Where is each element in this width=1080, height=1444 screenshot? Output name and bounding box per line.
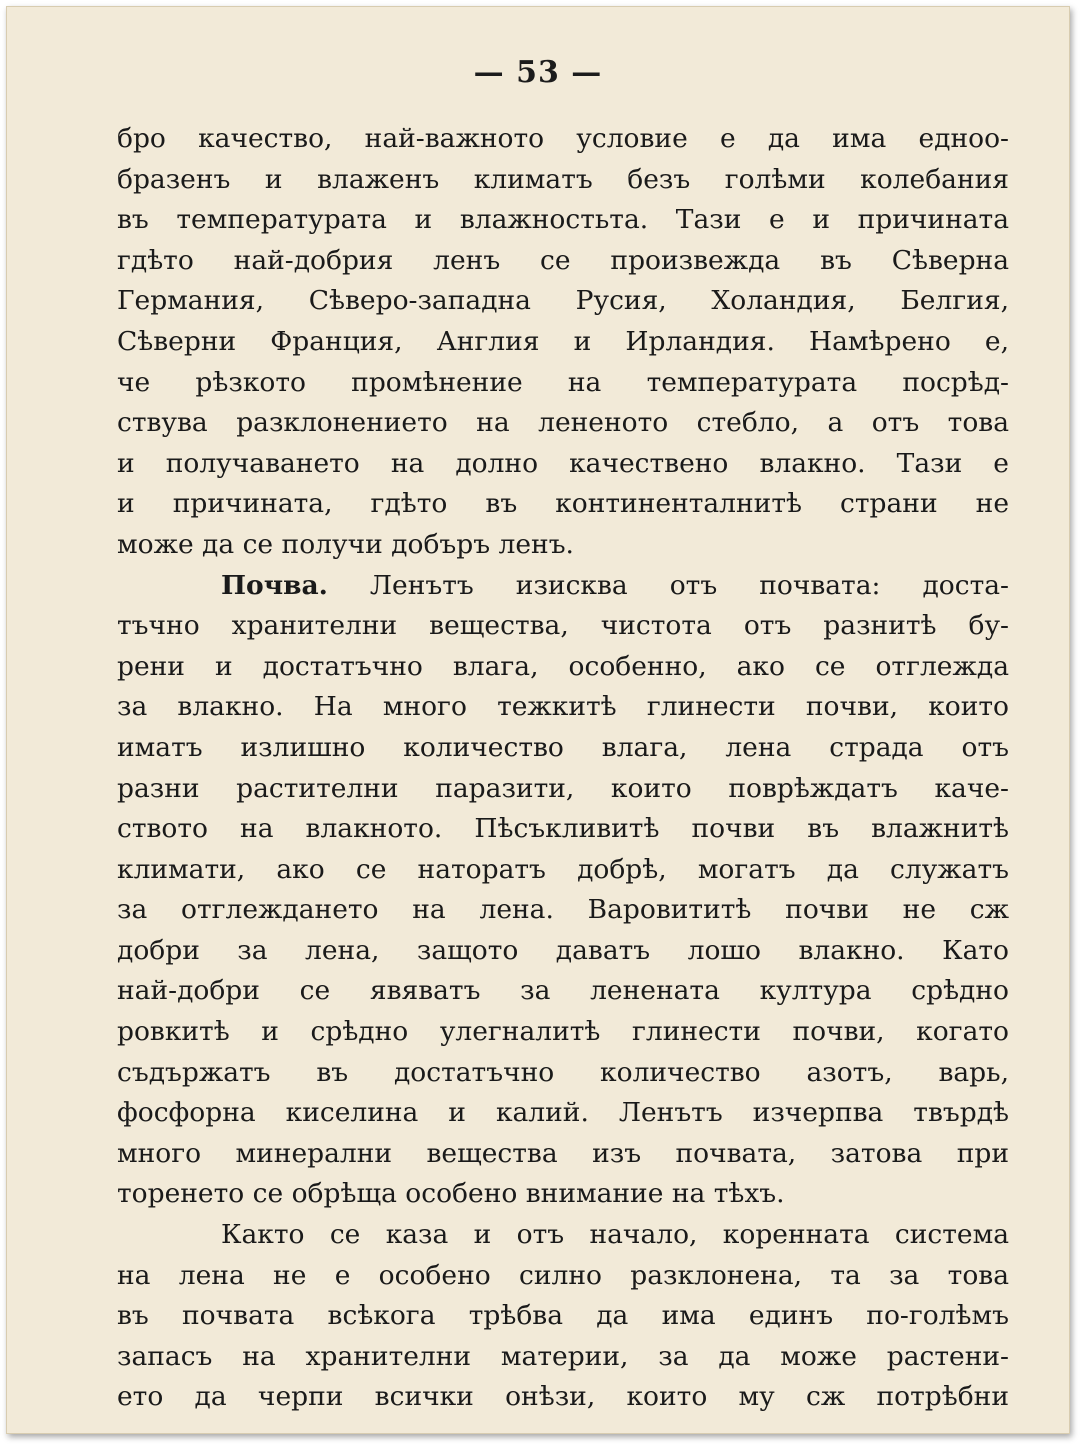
text-line: Ленътъ изисква отъ почвата: доста- [327,569,1009,601]
text-line: иматъ излишно количество влага, лена страда отъ [117,731,1009,763]
text-line: най-добри се явяватъ за ленената култура срѣдно [117,975,1009,1007]
text-line: фосфорна киселина и калий. Ленътъ изчерпва твърдѣ [117,1097,1009,1129]
body-text [117,119,1009,1418]
text-line: бразенъ и влаженъ климатъ безъ голѣми колебания [117,163,1009,195]
text-line: въ температурата и влажностьта. Тази е и причината [117,204,1009,236]
paragraph-soil-start [117,566,1009,607]
text-line: и получаването на долно качествено влакно. Тази е [117,447,1009,479]
text-line: торенето се обрѣща особено внимание на тѣхъ. [117,1178,785,1210]
text-line: може да се получи добъръ ленъ. [117,528,574,560]
text-line: ето да черпи всички онѣзи, които му сж потрѣбни [117,1381,1009,1413]
text-line: ствува разклонението на лененото стебло, а отъ това [117,407,1009,439]
text-line: тъчно хранителни вещества, чистота отъ разнитѣ бу- [117,610,1009,642]
text-line: Както се каза и отъ начало, коренната система [221,1219,1009,1251]
text-line: Сѣверни Франция, Англия и Ирландия. Намѣрено е, [117,325,1009,357]
page-number: — 53 — [473,55,603,90]
text-line: на лена не е особено силно разклонена, та за това [117,1259,1009,1291]
text-line: за влакно. На много тежкитѣ глинести почви, които [117,691,1009,723]
text-line: за отглеждането на лена. Варовититѣ почви не сж [117,894,1009,926]
text-line: съдържатъ въ достатъчно количество азотъ, варь, [117,1056,1009,1088]
text-line: Германия, Сѣверо-западна Русия, Холандия, Белгия, [117,285,1009,317]
text-line: разни растителни паразити, които поврѣждатъ каче- [117,772,1009,804]
text-line: ството на влакното. Пѣсъкливитѣ почви въ влажнитѣ [117,813,1009,845]
text-line: гдѣто най-добрия ленъ се произвежда въ Сѣверна [117,244,1009,276]
text-line: рени и достатъчно влага, особенно, ако се отглежда [117,650,1009,682]
text-line: че рѣзкото промѣнение на температурата посрѣд- [117,366,1009,398]
text-line: въ почвата всѣкога трѣбва да има единъ по-голѣмъ [117,1300,1009,1332]
text-line: добри за лена, защото даватъ лошо влакно. Като [117,934,1009,966]
text-line: запасъ на хранителни материи, за да може растени- [117,1340,1009,1372]
text-line: много минерални вещества изъ почвата, затова при [117,1137,1009,1169]
text-line: и причината, гдѣто въ континенталнитѣ страни не [117,488,1009,520]
book-page [6,6,1070,1434]
text-line: климати, ако се наторатъ добрѣ, могатъ да служатъ [117,853,1009,885]
section-heading-soil: Почва. [221,569,328,601]
text-line: бро качество, най-важното условие е да има еднoo- [117,123,1009,154]
text-line: ровкитѣ и срѣдно улегналитѣ глинести почви, когато [117,1016,1009,1048]
